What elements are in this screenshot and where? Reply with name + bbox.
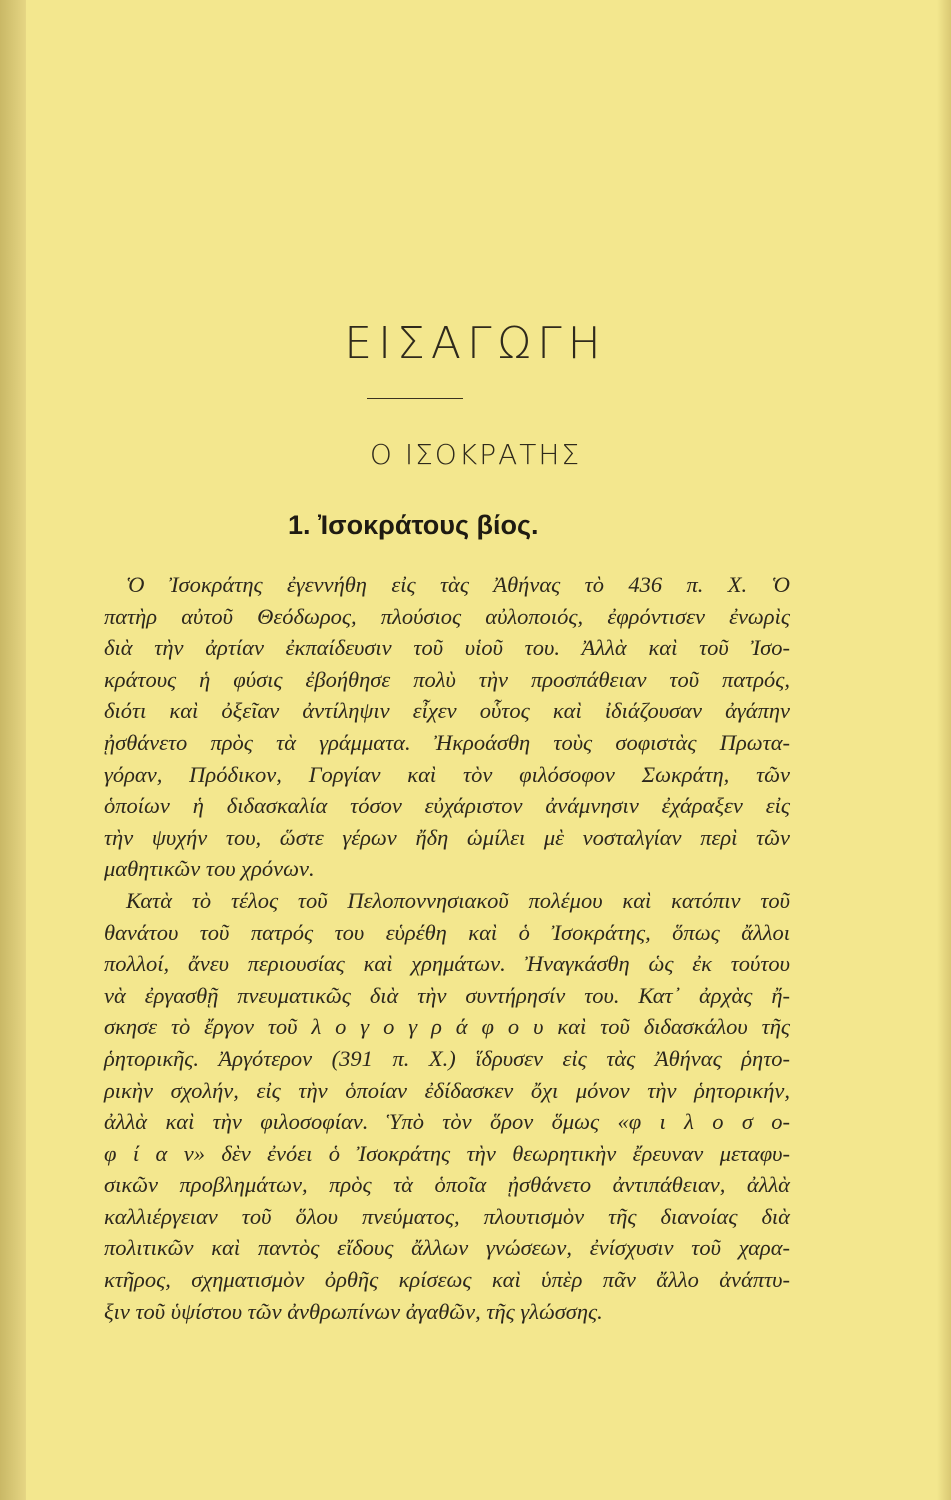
chapter-subheading: Ο ΙΣΟΚΡΑΤΗΣ: [369, 438, 582, 471]
text-line: γόραν, Πρόδικον, Γοργίαν καὶ τὸν φιλόσοφον Σωκράτη, τῶν: [104, 761, 790, 787]
text-line: Κατὰ τὸ τέλος τοῦ Πελοποννησιακοῦ πολέμου καὶ κατόπιν τοῦ: [126, 887, 790, 913]
text-line: κράτους ἡ φύσις ἐβοήθησε πολὺ τὴν προσπάθειαν τοῦ πατρός,: [104, 666, 790, 692]
text-line: κτῆρος, σχηματισμὸν ὀρθῆς κρίσεως καὶ ὑπὲρ πᾶν ἄλλο ἀνάπτυ-: [104, 1267, 790, 1293]
text-line: θανάτου τοῦ πατρός του εὑρέθη καὶ ὁ Ἰσοκράτης, ὅπως ἄλλοι: [104, 919, 790, 945]
chapter-heading: ΕΙΣΑΓΩΓΗ: [344, 318, 607, 369]
body-text: [104, 569, 790, 1327]
text-line: φ ί α ν» δὲν ἐνόει ὁ Ἰσοκράτης τὴν θεωρητικὴν ἔρευναν μεταφυ-: [104, 1140, 790, 1166]
text-line: ῥητορικῆς. Ἀργότερον (391 π. Χ.) ἵδρυσεν εἰς τὰς Ἀθήνας ῥητο-: [104, 1045, 790, 1071]
text-line: ἀλλὰ καὶ τὴν φιλοσοφίαν. Ὑπὸ τὸν ὅρον ὅμως «φ ι λ ο σ ο-: [104, 1109, 790, 1135]
text-line: ξιν τοῦ ὑψίστου τῶν ἀνθρωπίνων ἀγαθῶν, τῆς γλώσσης.: [104, 1298, 603, 1324]
text-line: ᾐσθάνετο πρὸς τὰ γράμματα. Ἠκροάσθη τοὺς σοφιστὰς Πρωτα-: [104, 729, 790, 755]
text-line: πατὴρ αὐτοῦ Θεόδωρος, πλούσιος αὐλοποιός, ἐφρόντισεν ἐνωρὶς: [104, 603, 790, 629]
text-line: σικῶν προβλημάτων, πρὸς τὰ ὁποῖα ᾐσθάνετο ἀντιπάθειαν, ἀλλὰ: [104, 1172, 790, 1198]
text-line: Ὁ Ἰσοκράτης ἐγεννήθη εἰς τὰς Ἀθήνας τὸ 436 π. Χ. Ὁ: [126, 572, 790, 597]
text-line: μαθητικῶν του χρόνων.: [104, 856, 315, 882]
text-line: καλλιέργειαν τοῦ ὅλου πνεύματος, πλουτισμὸν τῆς διανοίας διὰ: [104, 1203, 790, 1229]
page-edge: [937, 0, 951, 1500]
paragraph-1: [104, 569, 790, 885]
text-line: πολιτικῶν καὶ παντὸς εἴδους ἄλλων γνώσεων, ἐνίσχυσιν τοῦ χαρα-: [104, 1235, 790, 1261]
heading-divider: [367, 398, 463, 399]
text-line: ὁποίων ἡ διδασκαλία τόσον εὐχάριστον ἀνάμνησιν ἐχάραξεν εἰς: [104, 793, 790, 819]
paragraph-2: [104, 885, 790, 1327]
page-gutter: [0, 0, 26, 1500]
text-line: σκησε τὸ ἔργον τοῦ λ ο γ ο γ ρ ά φ ο υ καὶ τοῦ διδασκάλου τῆς: [104, 1014, 790, 1040]
text-line: ρικὴν σχολήν, εἰς τὴν ὁποίαν ἐδίδασκεν ὄχι μόνον τὴν ῥητορικήν,: [104, 1077, 790, 1103]
text-line: διότι καὶ ὀξεῖαν ἀντίληψιν εἶχεν οὗτος καὶ ἰδιάζουσαν ἀγάπην: [104, 698, 790, 724]
section-title: 1. Ἰσοκράτους βίος.: [288, 510, 539, 540]
text-line: τὴν ψυχήν του, ὥστε γέρων ἤδη ὡμίλει μὲ νοσταλγίαν περὶ τῶν: [104, 824, 790, 850]
text-line: νὰ ἐργασθῇ πνευματικῶς διὰ τὴν συντήρησίν του. Κατ᾽ ἀρχὰς ἤ-: [104, 982, 790, 1008]
text-line: πολλοί, ἄνευ περιουσίας καὶ χρημάτων. Ἠναγκάσθη ὡς ἐκ τούτου: [104, 951, 790, 977]
text-line: διὰ τὴν ἀρτίαν ἐκπαίδευσιν τοῦ υἱοῦ του. Ἀλλὰ καὶ τοῦ Ἰσο-: [104, 635, 790, 661]
